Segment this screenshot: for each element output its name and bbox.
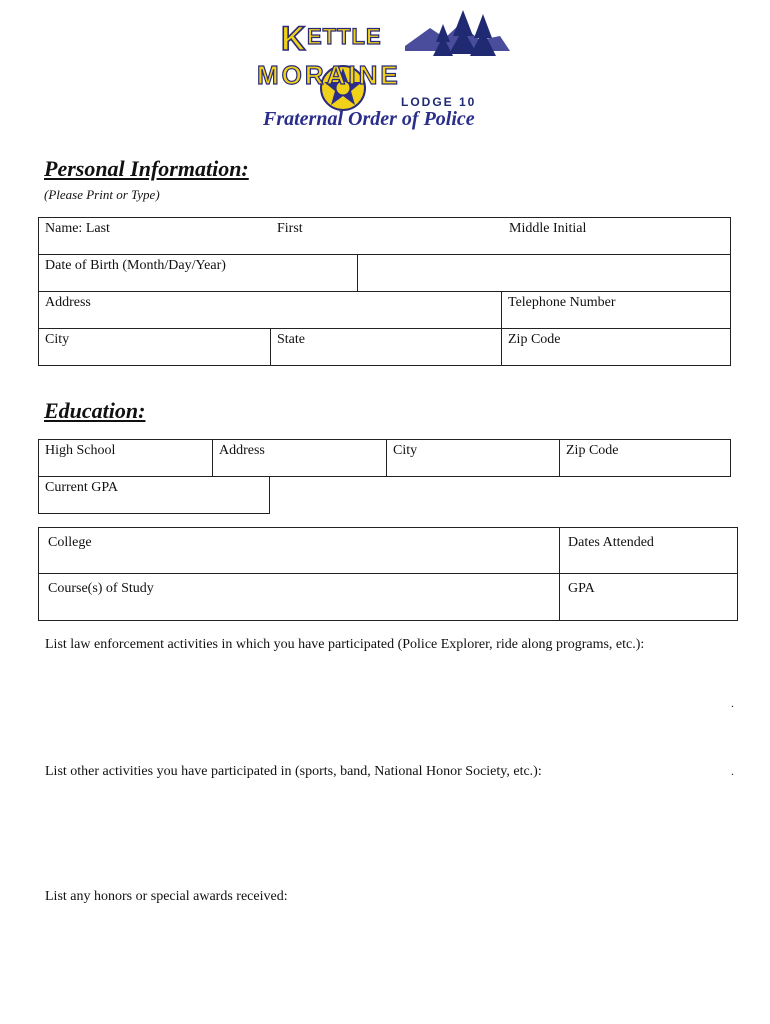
dot-mark: . xyxy=(731,696,734,710)
college-field[interactable] xyxy=(38,527,560,574)
city-label: City xyxy=(45,332,70,347)
name-last-label: Name: Last xyxy=(45,221,110,236)
course-of-study-field[interactable] xyxy=(38,573,560,621)
dob-label: Date of Birth (Month/Day/Year) xyxy=(45,258,226,273)
print-or-type-note: (Please Print or Type) xyxy=(44,187,160,202)
telephone-field[interactable] xyxy=(501,291,731,329)
education-heading: Education: xyxy=(44,398,146,423)
logo-lodge: LODGE 10 xyxy=(401,95,477,109)
address-label: Address xyxy=(45,295,91,310)
state-field[interactable] xyxy=(270,328,502,366)
personal-info-heading: Personal Information: xyxy=(44,156,249,181)
logo-org-name: Fraternal Order of Police xyxy=(263,108,475,130)
middle-initial-label: Middle Initial xyxy=(509,221,587,236)
hs-city-field[interactable] xyxy=(386,439,560,477)
hs-address-field[interactable] xyxy=(212,439,387,477)
zip-field[interactable] xyxy=(501,328,731,366)
logo-kettle: ETTLE xyxy=(307,24,382,49)
current-gpa-field[interactable] xyxy=(38,476,270,514)
other-activities-answer-area[interactable] xyxy=(46,788,736,883)
college-gpa-field[interactable] xyxy=(559,573,738,621)
high-school-label: High School xyxy=(45,443,116,458)
law-enforcement-prompt: List law enforcement activities in which you have participated (Police Explorer, ride along programs, etc.): xyxy=(45,637,645,652)
honors-answer-area[interactable] xyxy=(46,912,736,1012)
high-school-field[interactable] xyxy=(38,439,213,477)
honors-prompt: List any honors or special awards received: xyxy=(45,889,288,904)
dob-field[interactable] xyxy=(38,254,358,292)
telephone-label: Telephone Number xyxy=(508,295,616,310)
other-activities-prompt: List other activities you have participated in (sports, band, National Honor Society, etc.): xyxy=(45,764,542,779)
state-label: State xyxy=(277,332,305,347)
name-first-label: First xyxy=(277,221,303,236)
city-field[interactable] xyxy=(38,328,271,366)
hs-zip-field[interactable] xyxy=(559,439,731,477)
dates-attended-label: Dates Attended xyxy=(568,535,654,550)
law-enforcement-answer-area[interactable] xyxy=(46,660,736,750)
kettle-moraine-logo: K ETTLE MORAINE LODGE 10 Fraternal Order of Police xyxy=(255,6,515,134)
dot-mark: . xyxy=(731,764,734,778)
zip-label: Zip Code xyxy=(508,332,561,347)
name-row[interactable] xyxy=(38,217,731,255)
course-of-study-label: Course(s) of Study xyxy=(48,581,154,596)
hs-zip-label: Zip Code xyxy=(566,443,619,458)
hs-address-label: Address xyxy=(219,443,265,458)
logo-moraine: MORAINE xyxy=(257,60,401,90)
college-label: College xyxy=(48,535,92,550)
dates-attended-field[interactable] xyxy=(559,527,738,574)
college-gpa-label: GPA xyxy=(568,581,595,596)
current-gpa-label: Current GPA xyxy=(45,480,118,495)
address-field[interactable] xyxy=(38,291,502,329)
dob-entry-field[interactable] xyxy=(357,254,731,292)
hs-city-label: City xyxy=(393,443,418,458)
